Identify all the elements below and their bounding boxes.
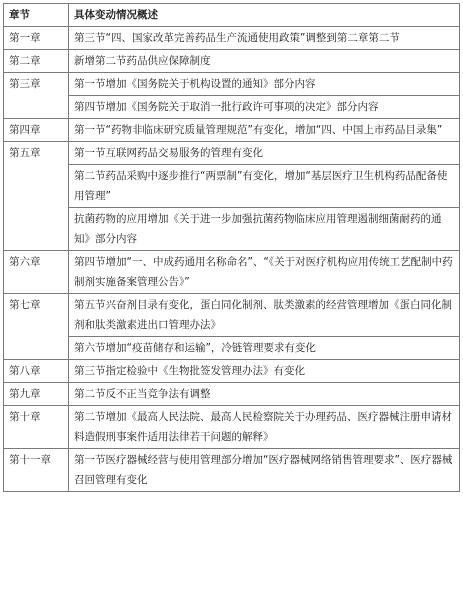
chapter-cell: 第九章	[4, 383, 69, 406]
chapter-cell: 第十章	[4, 406, 69, 449]
header-chapter: 章节	[4, 4, 69, 27]
summary-cell: 第二节反不正当竞争法有调整	[69, 383, 460, 406]
chapter-cell: 第三章	[4, 73, 69, 119]
summary-cell: 第二节增加《最高人民法院、最高人民检察院关于办理药品、医疗器械注册申请材料造假刑事案件适用法律若干问题的解释》	[69, 406, 460, 449]
summary-cell: 抗菌药物的应用增加《关于进一步加强抗菌药物临床应用管理遏制细菌耐药的通知》部分内容	[69, 208, 460, 251]
summary-cell: 第二节药品采购中逐步推行“两票制”有变化，增加“基层医疗卫生机构药品配备使用管理”	[69, 165, 460, 208]
chapter-changes-table	[3, 3, 460, 492]
summary-cell: 第五节兴奋剂目录有变化，蛋白同化制剂、肽类激素的经营管理增加《蛋白同化制剂和肽类激素进出口管理办法》	[69, 294, 460, 337]
summary-cell: 第一节互联网药品交易服务的管理有变化	[69, 142, 460, 165]
chapter-cell: 第五章	[4, 142, 69, 251]
summary-cell: 第三节指定检验中《生物批签发管理办法》有变化	[69, 360, 460, 383]
summary-cell: 第四节增加“一、中成药通用名称命名”、“《关于对医疗机构应用传统工艺配制中药制剂实施备案管理公告》”	[69, 251, 460, 294]
table-row	[4, 142, 460, 165]
chapter-cell: 第一章	[4, 27, 69, 50]
chapter-cell: 第四章	[4, 119, 69, 142]
summary-cell: 第一节“药物非临床研究质量管理规范”有变化，增加“四、中国上市药品目录集”	[69, 119, 460, 142]
table-row	[4, 27, 460, 50]
table-header-row	[4, 4, 460, 27]
table-row	[4, 383, 460, 406]
table-row	[4, 50, 460, 73]
summary-cell: 第一节增加《国务院关于机构设置的通知》部分内容	[69, 73, 460, 96]
summary-cell: 第一节医疗器械经营与使用管理部分增加“医疗器械网络销售管理要求”、医疗器械召回管理有变化	[69, 449, 460, 492]
chapter-cell: 第七章	[4, 294, 69, 360]
chapter-cell: 第二章	[4, 50, 69, 73]
chapter-cell: 第六章	[4, 251, 69, 294]
table-row	[4, 449, 460, 492]
table-row	[4, 96, 460, 119]
table-row	[4, 73, 460, 96]
chapter-cell: 第八章	[4, 360, 69, 383]
table-row	[4, 406, 460, 449]
table-row	[4, 251, 460, 294]
chapter-cell: 第十一章	[4, 449, 69, 492]
table-row	[4, 165, 460, 208]
header-summary: 具体变动情况概述	[69, 4, 460, 27]
table-row	[4, 208, 460, 251]
table-row	[4, 337, 460, 360]
table-row	[4, 119, 460, 142]
summary-cell: 第六节增加“疫苗储存和运输”，冷链管理要求有变化	[69, 337, 460, 360]
table-row	[4, 360, 460, 383]
table-row	[4, 294, 460, 337]
summary-cell: 第四节增加《国务院关于取消一批行政许可事项的决定》部分内容	[69, 96, 460, 119]
summary-cell: 新增第二节药品供应保障制度	[69, 50, 460, 73]
summary-cell: 第三节“四、国家改革完善药品生产流通使用政策”调整到第二章第二节	[69, 27, 460, 50]
